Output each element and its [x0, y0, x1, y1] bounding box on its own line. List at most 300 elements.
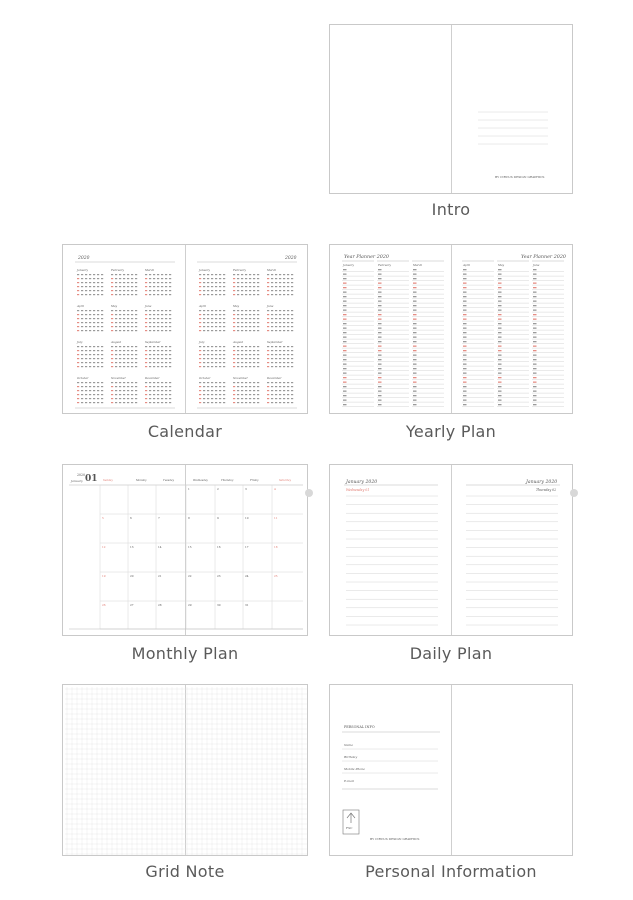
calendar-day-mark [115, 330, 117, 331]
yearly-day-mark [343, 332, 347, 333]
calendar-day-mark [199, 350, 201, 351]
calendar-day-mark [219, 286, 221, 287]
monthly-day-number: 30 [217, 603, 221, 607]
calendar-day-mark [115, 362, 117, 363]
calendar-day-mark [233, 326, 235, 327]
yearly-day-mark [343, 377, 347, 378]
yearly-day-mark [533, 292, 537, 293]
calendar-day-mark [279, 326, 281, 327]
calendar-day-mark [279, 398, 281, 399]
monthly-day-number: 23 [217, 574, 221, 578]
calendar-day-mark [119, 382, 121, 383]
calendar-day-mark [279, 366, 281, 367]
calendar-day-mark [199, 278, 201, 279]
calendar-day-mark [81, 326, 83, 327]
calendar-day-mark [111, 326, 113, 327]
calendar-day-mark [123, 282, 125, 283]
calendar-day-mark [119, 362, 121, 363]
calendar-day-mark [275, 278, 277, 279]
yearly-plan-title-right: Year Planner 2020 [521, 255, 566, 260]
monthly-month-number: 01 [85, 474, 98, 484]
calendar-day-mark [207, 390, 209, 391]
calendar-day-mark [119, 278, 121, 279]
calendar-day-mark [279, 350, 281, 351]
calendar-day-mark [271, 330, 273, 331]
calendar-month-label: August [233, 340, 243, 344]
calendar-day-mark [283, 274, 285, 275]
calendar-day-mark [287, 326, 289, 327]
calendar-day-mark [211, 310, 213, 311]
calendar-day-mark [271, 326, 273, 327]
calendar-day-mark [257, 350, 259, 351]
calendar-day-mark [127, 358, 129, 359]
calendar-day-mark [127, 394, 129, 395]
calendar-day-mark [291, 310, 293, 311]
calendar-month-label: July [199, 340, 205, 344]
calendar-day-mark [245, 274, 247, 275]
calendar-day-mark [207, 314, 209, 315]
calendar-day-mark [291, 294, 293, 295]
yearly-day-mark [413, 323, 417, 324]
calendar-day-mark [169, 318, 171, 319]
yearly-day-mark [413, 364, 417, 365]
calendar-day-mark [287, 394, 289, 395]
yearly-day-mark [343, 337, 347, 338]
calendar-day-mark [115, 366, 117, 367]
calendar-day-mark [89, 350, 91, 351]
calendar-day-mark [233, 274, 235, 275]
personal-field-mobile: Mobile Phone [344, 767, 365, 771]
calendar-day-mark [81, 322, 83, 323]
calendar-day-mark [223, 390, 225, 391]
calendar-day-mark [77, 286, 79, 287]
calendar-day-mark [97, 358, 99, 359]
calendar-day-mark [287, 354, 289, 355]
calendar-day-mark [161, 314, 163, 315]
calendar-day-mark [149, 326, 151, 327]
calendar-day-mark [131, 330, 133, 331]
calendar-day-mark [215, 318, 217, 319]
yearly-day-mark [463, 404, 467, 405]
calendar-day-mark [249, 322, 251, 323]
calendar-day-mark [145, 286, 147, 287]
calendar-day-mark [253, 294, 255, 295]
calendar-day-mark [127, 354, 129, 355]
calendar-day-mark [279, 346, 281, 347]
monthly-day-number: 19 [102, 574, 106, 578]
calendar-day-mark [233, 386, 235, 387]
calendar-day-mark [165, 318, 167, 319]
monthly-day-number: 21 [158, 574, 162, 578]
calendar-day-mark [131, 386, 133, 387]
calendar-day-mark [145, 386, 147, 387]
calendar-day-mark [97, 398, 99, 399]
calendar-day-mark [161, 358, 163, 359]
calendar-day-mark [77, 282, 79, 283]
calendar-day-mark [219, 398, 221, 399]
yearly-day-mark [498, 337, 502, 338]
calendar-day-mark [89, 294, 91, 295]
calendar-day-mark [287, 350, 289, 351]
calendar-day-mark [131, 274, 133, 275]
calendar-day-mark [203, 398, 205, 399]
calendar-day-mark [131, 314, 133, 315]
yearly-day-mark [533, 386, 537, 387]
calendar-day-mark [233, 278, 235, 279]
calendar-day-mark [119, 330, 121, 331]
calendar-day-mark [135, 282, 137, 283]
calendar-day-mark [237, 362, 239, 363]
yearly-day-mark [463, 269, 467, 270]
calendar-day-mark [131, 346, 133, 347]
calendar-day-mark [199, 386, 201, 387]
calendar-day-mark [199, 354, 201, 355]
calendar-day-mark [237, 366, 239, 367]
calendar-day-mark [203, 290, 205, 291]
calendar-day-mark [123, 362, 125, 363]
calendar-month-grid [111, 346, 137, 367]
calendar-day-mark [219, 402, 221, 403]
calendar-day-mark [127, 350, 129, 351]
calendar-month-label: April [199, 304, 206, 308]
calendar-day-mark [127, 314, 129, 315]
calendar-year-right: 2020 [285, 256, 297, 261]
calendar-day-mark [127, 318, 129, 319]
calendar-day-mark [271, 314, 273, 315]
calendar-day-mark [241, 314, 243, 315]
calendar-day-mark [279, 278, 281, 279]
calendar-day-mark [97, 350, 99, 351]
calendar-day-mark [211, 282, 213, 283]
calendar-day-mark [145, 294, 147, 295]
yearly-day-mark [343, 373, 347, 374]
calendar-day-mark [97, 390, 99, 391]
calendar-day-mark [237, 314, 239, 315]
calendar-day-mark [279, 386, 281, 387]
calendar-day-mark [291, 394, 293, 395]
calendar-day-mark [77, 278, 79, 279]
calendar-day-mark [97, 402, 99, 403]
calendar-day-mark [89, 286, 91, 287]
calendar-day-mark [149, 290, 151, 291]
calendar-day-mark [115, 382, 117, 383]
yearly-day-mark [378, 368, 382, 369]
yearly-day-mark [343, 314, 347, 315]
yearly-day-mark [343, 283, 347, 284]
calendar-day-mark [115, 322, 117, 323]
calendar-day-mark [127, 286, 129, 287]
yearly-day-mark [413, 377, 417, 378]
calendar-day-mark [77, 366, 79, 367]
yearly-day-mark [533, 377, 537, 378]
calendar-day-mark [149, 398, 151, 399]
calendar-day-mark [257, 398, 259, 399]
yearly-day-mark [533, 373, 537, 374]
yearly-month-label: January [343, 263, 354, 267]
calendar-day-mark [287, 282, 289, 283]
calendar-day-mark [267, 290, 269, 291]
yearly-day-mark [378, 337, 382, 338]
calendar-day-mark [135, 274, 137, 275]
calendar-day-mark [119, 386, 121, 387]
calendar-day-mark [207, 394, 209, 395]
calendar-day-mark [237, 330, 239, 331]
calendar-day-mark [291, 386, 293, 387]
calendar-day-mark [85, 354, 87, 355]
yearly-day-mark [343, 301, 347, 302]
calendar-day-mark [85, 322, 87, 323]
yearly-day-mark [533, 278, 537, 279]
calendar-day-mark [283, 386, 285, 387]
calendar-day-mark [215, 322, 217, 323]
calendar-day-mark [89, 362, 91, 363]
calendar-day-mark [233, 358, 235, 359]
calendar-day-mark [123, 326, 125, 327]
daily-left-day: Wednesday 01 [346, 488, 370, 492]
calendar-day-mark [203, 386, 205, 387]
calendar-day-mark [149, 386, 151, 387]
calendar-day-mark [165, 366, 167, 367]
yearly-day-mark [498, 368, 502, 369]
calendar-day-mark [157, 294, 159, 295]
calendar-day-mark [233, 390, 235, 391]
calendar-day-mark [207, 278, 209, 279]
calendar-day-mark [153, 294, 155, 295]
monthly-weekday: Thursday [221, 479, 234, 482]
calendar-month-label: May [111, 304, 118, 308]
calendar-day-mark [267, 326, 269, 327]
grid-note-spread [62, 684, 308, 856]
yearly-day-mark [533, 368, 537, 369]
calendar-day-mark [131, 354, 133, 355]
calendar-day-mark [127, 294, 129, 295]
calendar-month-label: December [267, 376, 282, 380]
monthly-day-number: 13 [130, 545, 134, 549]
calendar-day-mark [97, 318, 99, 319]
yearly-day-mark [463, 400, 467, 401]
calendar-day-mark [199, 346, 201, 347]
calendar-day-mark [245, 346, 247, 347]
calendar-day-mark [115, 394, 117, 395]
yearly-day-mark [463, 292, 467, 293]
calendar-month-label: August [111, 340, 121, 344]
calendar-day-mark [267, 294, 269, 295]
calendar-day-mark [207, 358, 209, 359]
calendar-day-mark [97, 394, 99, 395]
calendar-day-mark [241, 382, 243, 383]
calendar-day-mark [249, 330, 251, 331]
calendar-day-mark [249, 282, 251, 283]
calendar-day-mark [249, 326, 251, 327]
yearly-day-mark [498, 400, 502, 401]
calendar-day-mark [127, 290, 129, 291]
calendar-day-mark [153, 326, 155, 327]
calendar-day-mark [257, 362, 259, 363]
calendar-day-mark [267, 390, 269, 391]
calendar-day-mark [77, 402, 79, 403]
yearly-day-mark [343, 395, 347, 396]
calendar-day-mark [119, 282, 121, 283]
calendar-day-mark [149, 318, 151, 319]
calendar-day-mark [241, 386, 243, 387]
calendar-day-mark [199, 366, 201, 367]
calendar-day-mark [169, 274, 171, 275]
daily-title-right: January 2020 [526, 480, 558, 485]
calendar-day-mark [219, 282, 221, 283]
calendar-day-mark [135, 354, 137, 355]
calendar-day-mark [123, 286, 125, 287]
calendar-day-mark [93, 294, 95, 295]
calendar-day-mark [77, 358, 79, 359]
yearly-day-mark [378, 341, 382, 342]
calendar-day-mark [153, 318, 155, 319]
calendar-day-mark [279, 330, 281, 331]
calendar-day-mark [127, 366, 129, 367]
calendar-day-mark [89, 314, 91, 315]
calendar-day-mark [203, 282, 205, 283]
calendar-day-mark [135, 310, 137, 311]
yearly-day-mark [463, 395, 467, 396]
calendar-day-mark [145, 318, 147, 319]
calendar-day-mark [85, 314, 87, 315]
yearly-day-mark [343, 355, 347, 356]
calendar-day-mark [81, 330, 83, 331]
yearly-day-mark [343, 350, 347, 351]
calendar-day-mark [123, 314, 125, 315]
calendar-day-mark [233, 362, 235, 363]
calendar-day-mark [279, 310, 281, 311]
caption-monthly-plan: Monthly Plan [131, 644, 239, 663]
yearly-day-mark [378, 404, 382, 405]
yearly-day-mark [533, 341, 537, 342]
calendar-day-mark [77, 314, 79, 315]
yearly-day-mark [413, 296, 417, 297]
calendar-day-mark [271, 390, 273, 391]
calendar-day-mark [123, 318, 125, 319]
calendar-day-mark [123, 322, 125, 323]
calendar-day-mark [97, 354, 99, 355]
calendar-day-mark [199, 318, 201, 319]
calendar-day-mark [81, 318, 83, 319]
calendar-day-mark [249, 274, 251, 275]
calendar-day-mark [215, 330, 217, 331]
calendar-day-mark [245, 390, 247, 391]
calendar-day-mark [77, 394, 79, 395]
calendar-day-mark [291, 402, 293, 403]
yearly-day-mark [378, 373, 382, 374]
calendar-page-art [63, 245, 309, 415]
calendar-day-mark [81, 398, 83, 399]
calendar-day-mark [275, 326, 277, 327]
calendar-day-mark [257, 330, 259, 331]
calendar-day-mark [123, 330, 125, 331]
yearly-day-mark [413, 395, 417, 396]
calendar-day-mark [219, 346, 221, 347]
calendar-day-mark [199, 390, 201, 391]
calendar-day-mark [241, 326, 243, 327]
yearly-day-mark [533, 269, 537, 270]
calendar-day-mark [81, 290, 83, 291]
calendar-day-mark [111, 290, 113, 291]
calendar-day-mark [93, 346, 95, 347]
calendar-day-mark [101, 310, 103, 311]
calendar-day-mark [245, 358, 247, 359]
calendar-day-mark [145, 382, 147, 383]
calendar-day-mark [85, 330, 87, 331]
calendar-month-grid [111, 310, 137, 331]
calendar-day-mark [245, 318, 247, 319]
calendar-month-grid [77, 310, 103, 331]
yearly-month-label: May [498, 263, 505, 267]
calendar-day-mark [169, 290, 171, 291]
yearly-day-mark [413, 400, 417, 401]
calendar-day-mark [253, 314, 255, 315]
calendar-day-mark [111, 318, 113, 319]
calendar-day-mark [111, 354, 113, 355]
calendar-day-mark [85, 282, 87, 283]
calendar-day-mark [253, 390, 255, 391]
calendar-day-mark [237, 402, 239, 403]
yearly-day-mark [378, 386, 382, 387]
calendar-day-mark [161, 282, 163, 283]
calendar-month-label: January [199, 268, 210, 272]
calendar-day-mark [203, 366, 205, 367]
calendar-day-mark [93, 274, 95, 275]
calendar-day-mark [275, 354, 277, 355]
yearly-day-mark [533, 301, 537, 302]
calendar-day-mark [97, 290, 99, 291]
calendar-day-mark [115, 314, 117, 315]
monthly-day-number: 29 [188, 603, 192, 607]
calendar-day-mark [291, 366, 293, 367]
yearly-day-mark [378, 292, 382, 293]
calendar-day-mark [203, 330, 205, 331]
calendar-day-mark [275, 390, 277, 391]
calendar-day-mark [93, 322, 95, 323]
calendar-day-mark [161, 366, 163, 367]
yearly-day-mark [463, 301, 467, 302]
calendar-day-mark [131, 286, 133, 287]
calendar-day-mark [101, 274, 103, 275]
personal-credit: BY CIRCUS DESIGN GRAPHICS [370, 837, 420, 841]
calendar-day-mark [233, 286, 235, 287]
calendar-day-mark [157, 362, 159, 363]
caption-personal-information: Personal Information [365, 862, 537, 881]
calendar-day-mark [115, 294, 117, 295]
calendar-day-mark [233, 310, 235, 311]
calendar-day-mark [131, 310, 133, 311]
calendar-day-mark [199, 362, 201, 363]
calendar-day-mark [287, 310, 289, 311]
calendar-day-mark [115, 326, 117, 327]
calendar-day-mark [267, 350, 269, 351]
yearly-day-mark [498, 350, 502, 351]
calendar-day-mark [223, 278, 225, 279]
calendar-day-mark [279, 358, 281, 359]
calendar-day-mark [275, 382, 277, 383]
yearly-day-mark [463, 296, 467, 297]
calendar-day-mark [271, 310, 273, 311]
calendar-day-mark [237, 382, 239, 383]
calendar-day-mark [199, 398, 201, 399]
personal-info-spread [329, 684, 573, 856]
calendar-day-mark [123, 274, 125, 275]
calendar-day-mark [219, 362, 221, 363]
calendar-day-mark [283, 286, 285, 287]
calendar-day-mark [111, 282, 113, 283]
monthly-day-number: 6 [130, 516, 132, 520]
calendar-day-mark [203, 354, 205, 355]
